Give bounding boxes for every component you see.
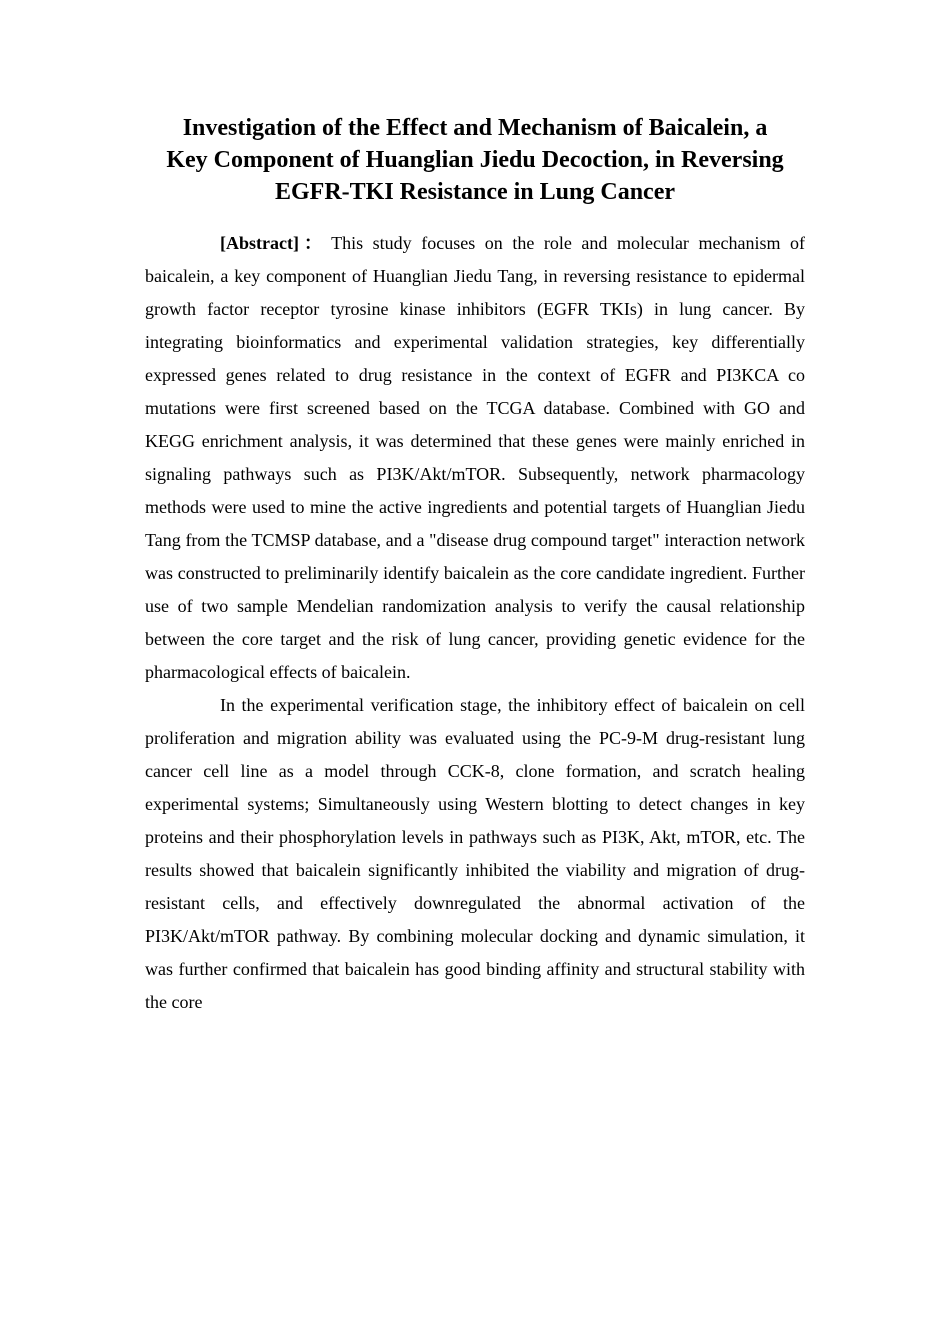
paper-title — [145, 112, 805, 208]
paper-page — [145, 112, 805, 1019]
abstract-colon: ： — [298, 233, 328, 253]
title-line-3: EGFR-TKI Resistance in Lung Cancer — [274, 179, 675, 205]
title-line-1: Investigation of the Effect and Mechanism of Baicalein, a — [182, 115, 768, 141]
title-line-2: Key Component of Huanglian Jiedu Decoction, in Reversing — [166, 147, 784, 173]
abstract-paragraph-2 — [145, 689, 805, 1019]
abstract-text-2: In the experimental verification stage, the inhibitory effect of baicalein on cell proliferation and migration ability was evaluated using the PC-9-M drug-resistant lung cancer cell line as a model through CCK-8, clone formation, and scratch healing experimental systems; Simultaneously using Western blotting to detect changes in key proteins and their phosphorylation levels in pathways such as PI3K, Akt, mTOR, etc. The results showed that baicalein significantly inhibited the viability and migration of drug-resistant cells, and effectively downregulated the abnormal activation of the PI3K/Akt/mTOR pathway. By combining molecular docking and dynamic simulation, it was further confirmed that baicalein has good binding affinity and structural stability with the core — [145, 695, 805, 1012]
abstract-paragraph-1 — [145, 227, 805, 689]
abstract-label: [Abstract] — [220, 233, 299, 253]
abstract-text-1: This study focuses on the role and molecular mechanism of baicalein, a key component of Huanglian Jiedu Tang, in reversing resistance to epidermal growth factor receptor tyrosine kinase inhibitors (EGFR TKIs) in lung cancer. By integrating bioinformatics and experimental validation strategies, key differentially expressed genes related to drug resistance in the context of EGFR and PI3KCA co mutations were first screened based on the TCGA database. Combined with GO and KEGG enrichment analysis, it was determined that these genes were mainly enriched in signaling pathways such as PI3K/Akt/mTOR. Subsequently, network pharmacology methods were used to mine the active ingredients and potential targets of Huanglian Jiedu Tang from the TCMSP database, and a "disease drug compound target" interaction network was constructed to preliminarily identify baicalein as the core candidate ingredient. Further use of two sample Mendelian randomization analysis to verify the causal relationship between the core target and the risk of lung cancer, providing genetic evidence for the pharmacological effects of baicalein. — [145, 233, 806, 682]
